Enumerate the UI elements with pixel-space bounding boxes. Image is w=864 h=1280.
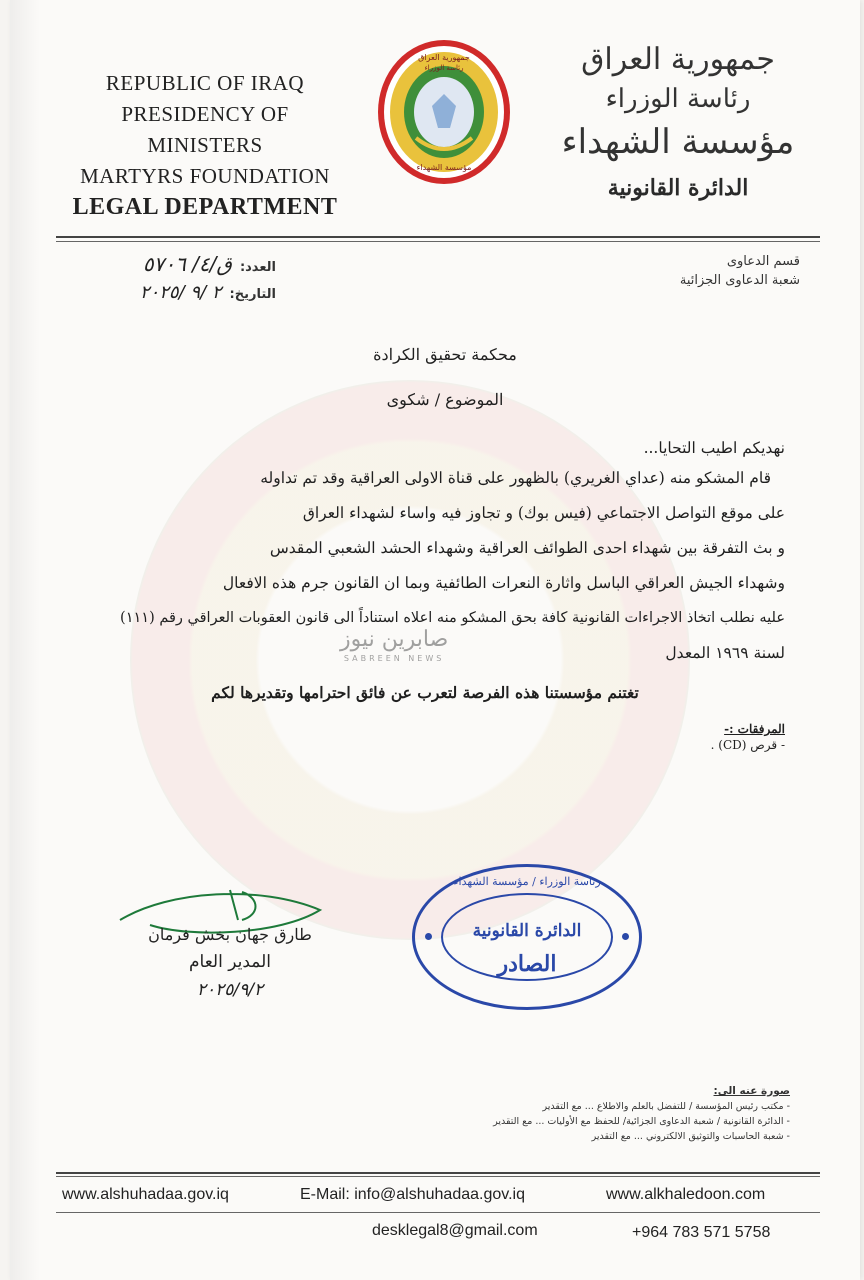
- section-name: قسم الدعاوى: [726, 254, 800, 269]
- ar-header-department: الدائرة القانونية: [607, 175, 749, 201]
- emblem-bottom-text: مؤسسة الشهداء: [416, 163, 472, 172]
- martyrs-foundation-emblem: [376, 38, 512, 186]
- footer-email[interactable]: E-Mail: info@alshuhadaa.gov.iq: [300, 1186, 525, 1203]
- attachments-label: المرفقات :-: [724, 722, 785, 736]
- date-label: التاريخ:: [229, 287, 276, 302]
- paragraph-line: قام المشكو منه (عداي الغريري) بالظهور على قناة الاولى العراقية وقد تم تداوله: [260, 469, 771, 487]
- copies-to-block: [370, 1085, 790, 1142]
- page-fold-shadow: [10, 0, 40, 1280]
- subject: الموضوع / شكوى: [386, 390, 504, 409]
- en-header-department: LEGAL DEPARTMENT: [72, 194, 338, 220]
- en-header-line: PRESIDENCY OF MINISTERS: [121, 102, 289, 157]
- footer-divider-2: [56, 1212, 820, 1213]
- footer-email-2[interactable]: desklegal8@gmail.com: [372, 1222, 538, 1239]
- stamp-dot-right: [622, 933, 629, 940]
- paragraph-line: لسنة ١٩٦٩ المعدل: [665, 644, 785, 662]
- emblem-mid-text: رئاسة الوزراء: [424, 64, 464, 72]
- footer-website-1[interactable]: www.alshuhadaa.gov.iq: [62, 1186, 229, 1203]
- number-value: ق/٤/ ٥٧٠٦: [142, 252, 232, 276]
- signature-date: ٢٠٢٥/٩/٢: [196, 980, 264, 1000]
- footer-divider: [56, 1172, 820, 1174]
- department-block: [600, 254, 800, 288]
- closing-line: تغتنم مؤسستنا هذه الفرصة لتعرب عن فائق احترامها وتقديرها لكم: [211, 683, 639, 702]
- paragraph-line: و بث التفرقة بين شهداء احدى الطوائف العراقية وشهداء الحشد الشعبي المقدس: [269, 539, 785, 557]
- number-label: العدد:: [239, 260, 276, 275]
- arabic-letterhead: [558, 40, 798, 206]
- letter-sheet: [10, 0, 860, 1280]
- ar-header-line: رئاسة الوزراء: [605, 84, 751, 114]
- paragraph-line: على موقع التواصل الاجتماعي (فيس بوك) و تجاوز فيه واساء لشهداء العراق: [302, 504, 785, 522]
- division-name: شعبة الدعاوى الجزائية: [679, 273, 800, 288]
- signatory-title: المدير العام: [189, 952, 271, 972]
- date-value: ٢ /٩ /٢٠٢٥: [139, 282, 222, 303]
- paragraph-line: عليه نطلب اتخاذ الاجراءات القانونية كافة بحق المشكو منه اعلاه استناداً الى قانون العقوبات العراقي رقم (١١١): [120, 610, 785, 626]
- footer-phone[interactable]: +964 783 571 5758: [632, 1224, 771, 1241]
- copy-item: - الدائرة القانونية / شعبة الدعاوى الجزائية/ للحفظ مع الأوليات ... مع التقدير: [493, 1116, 790, 1127]
- english-letterhead: [70, 68, 340, 223]
- copies-heading: صورة عنه الى:: [713, 1085, 790, 1097]
- official-stamp: [412, 864, 642, 1010]
- watermark-arabic: صابرين نيوز: [340, 627, 449, 652]
- attachment-item: - قرص (CD) .: [710, 738, 785, 752]
- ar-header-line: جمهورية العراق: [581, 42, 775, 77]
- reference-block: [36, 252, 276, 303]
- ar-header-line: مؤسسة الشهداء: [561, 122, 795, 162]
- header-divider-thin: [56, 241, 820, 242]
- stamp-word: الصادر: [497, 951, 557, 977]
- watermark-latin: SABREEN NEWS: [343, 654, 445, 663]
- copy-item: - مكتب رئيس المؤسسة / للتفضل بالعلم والاطلاع ... مع التقدير: [542, 1101, 790, 1112]
- en-header-line: MARTYRS FOUNDATION: [80, 164, 330, 188]
- header-divider: [56, 236, 820, 238]
- greeting: نهديكم اطيب التحايا...: [643, 439, 785, 457]
- paragraph-line: وشهداء الجيش العراقي الباسل واثارة النعرات الطائفية وبما ان القانون جرم هذه الافعال: [222, 574, 785, 592]
- footer-website-2[interactable]: www.alkhaledoon.com: [606, 1186, 766, 1203]
- copy-item: - شعبة الحاسبات والتوثيق الالكتروني ... مع التقدير: [591, 1131, 790, 1142]
- stamp-department: الدائرة القانونية: [472, 921, 582, 941]
- stamp-ring-text: رئاسة الوزراء / مؤسسة الشهداء: [453, 875, 601, 888]
- emblem-top-text: جمهورية العراق: [418, 53, 470, 62]
- signatory-name: طارق جهان بخش فرمان: [148, 925, 312, 944]
- en-header-line: REPUBLIC OF IRAQ: [105, 71, 305, 95]
- footer-divider-thin: [56, 1176, 820, 1177]
- signature-block: [120, 925, 340, 1000]
- news-watermark: [340, 627, 448, 663]
- stamp-dot-left: [425, 933, 432, 940]
- recipient: محكمة تحقيق الكرادة: [373, 345, 517, 364]
- letter-body: [65, 345, 785, 752]
